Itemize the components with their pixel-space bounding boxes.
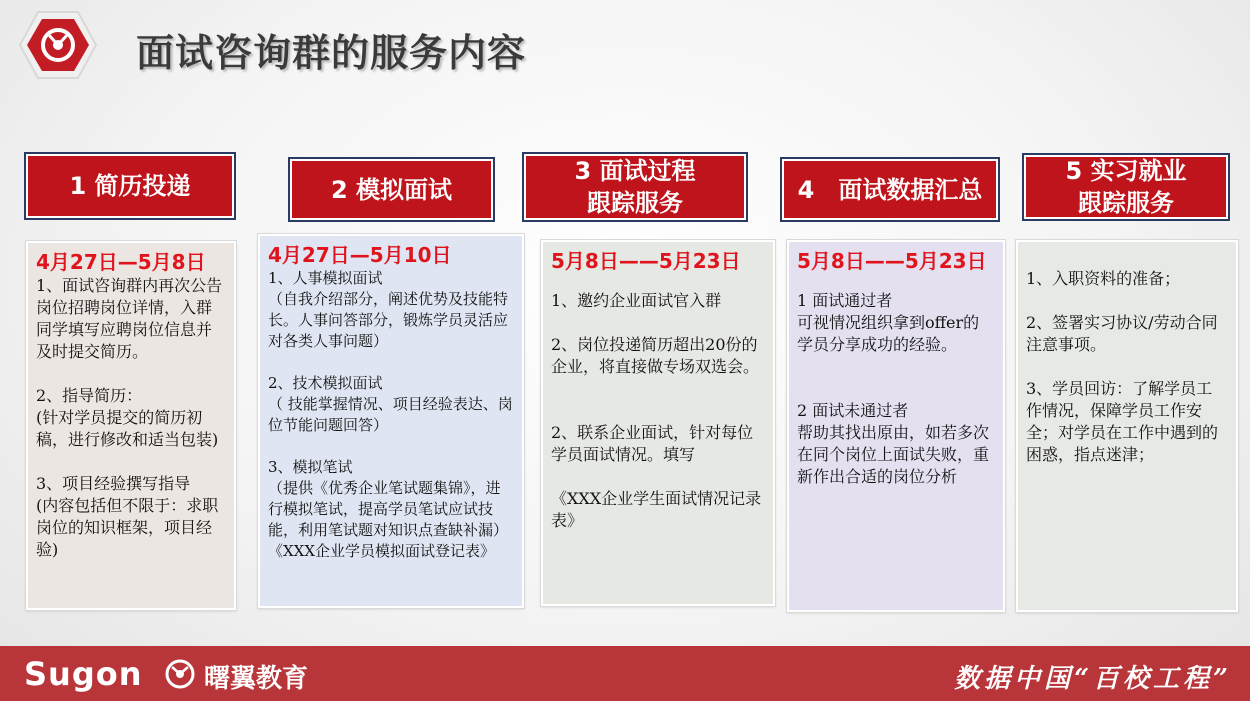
step-3-card [541,240,775,606]
step-3-body: 1、邀约企业面试官入群 2、岗位投递简历超出20份的企业，将直接做专场双选会。 2、联系企业面试，针对每位学员面试情况。填写 《XXX企业学生面试情况记录表》 [551,291,762,530]
step-4-heading: 4 面试数据汇总 [780,157,1000,222]
step-4-body: 1 面试通过者 可视情况组织拿到offer的学员分享成功的经验。 2 面试未通过者 帮助其找出原由，如若多次在同个岗位上面试失败，重新作出合适的岗位分析 [797,291,990,486]
step-5-body: 1、入职资料的准备； 2、签署实习协议/劳动合同注意事项。 3、学员回访：了解学员工作情况，保障学员工作安全；对学员在工作中遇到的困惑，指点迷津； [1026,269,1219,464]
step-2-date: 4月27日—5月10日 [268,243,452,267]
hexagon-logo-icon [18,10,98,80]
step-3-heading: 3 面试过程 跟踪服务 [522,152,748,222]
step-1-card [26,241,236,610]
step-2-card [258,234,524,608]
step-4-card [787,240,1005,612]
step-1-heading: 1 简历投递 [24,152,236,220]
brand-name: 曙翼教育 [204,664,309,694]
footer-bar [0,646,1250,701]
footer-slogan: 数据中国“百校工程” [954,664,1232,694]
step-4-date: 5月8日——5月23日 [797,249,987,273]
page-title: 面试咨询群的服务内容 [136,31,527,75]
step-3-date: 5月8日——5月23日 [551,249,741,273]
step-5-card [1016,240,1238,612]
sugon-logo: Sugon [24,655,143,693]
step-2-heading: 2 模拟面试 [288,157,495,222]
brand-logo-icon [164,658,196,690]
step-1-body: 1、面试咨询群内再次公告岗位招聘岗位详情，入群同学填写应聘岗位信息并及时提交简历。 2、指导简历： (针对学员提交的简历初稿，进行修改和适当包装) 3、项目经验撰写指导 (内容包括但不限于：求职岗位的知识框架，项目经验) [36,276,223,559]
step-5-heading: 5 实习就业 跟踪服务 [1022,153,1230,221]
step-2-body: 1、人事模拟面试 （自我介绍部分，阐述优势及技能特长。人事问答部分，锻炼学员灵活应对各类人事问题） 2、技术模拟面试 （ 技能掌握情况、项目经验表达、岗位节能问题回答） 3、模拟笔试 （提供《优秀企业笔试题集锦》，进行模拟笔试，提高学员笔试应试技能，利用笔试题对知识点查缺补漏） 《XXX企业学员模拟面试登记表》 [268,269,513,560]
step-1-date: 4月27日—5月8日 [36,250,206,274]
